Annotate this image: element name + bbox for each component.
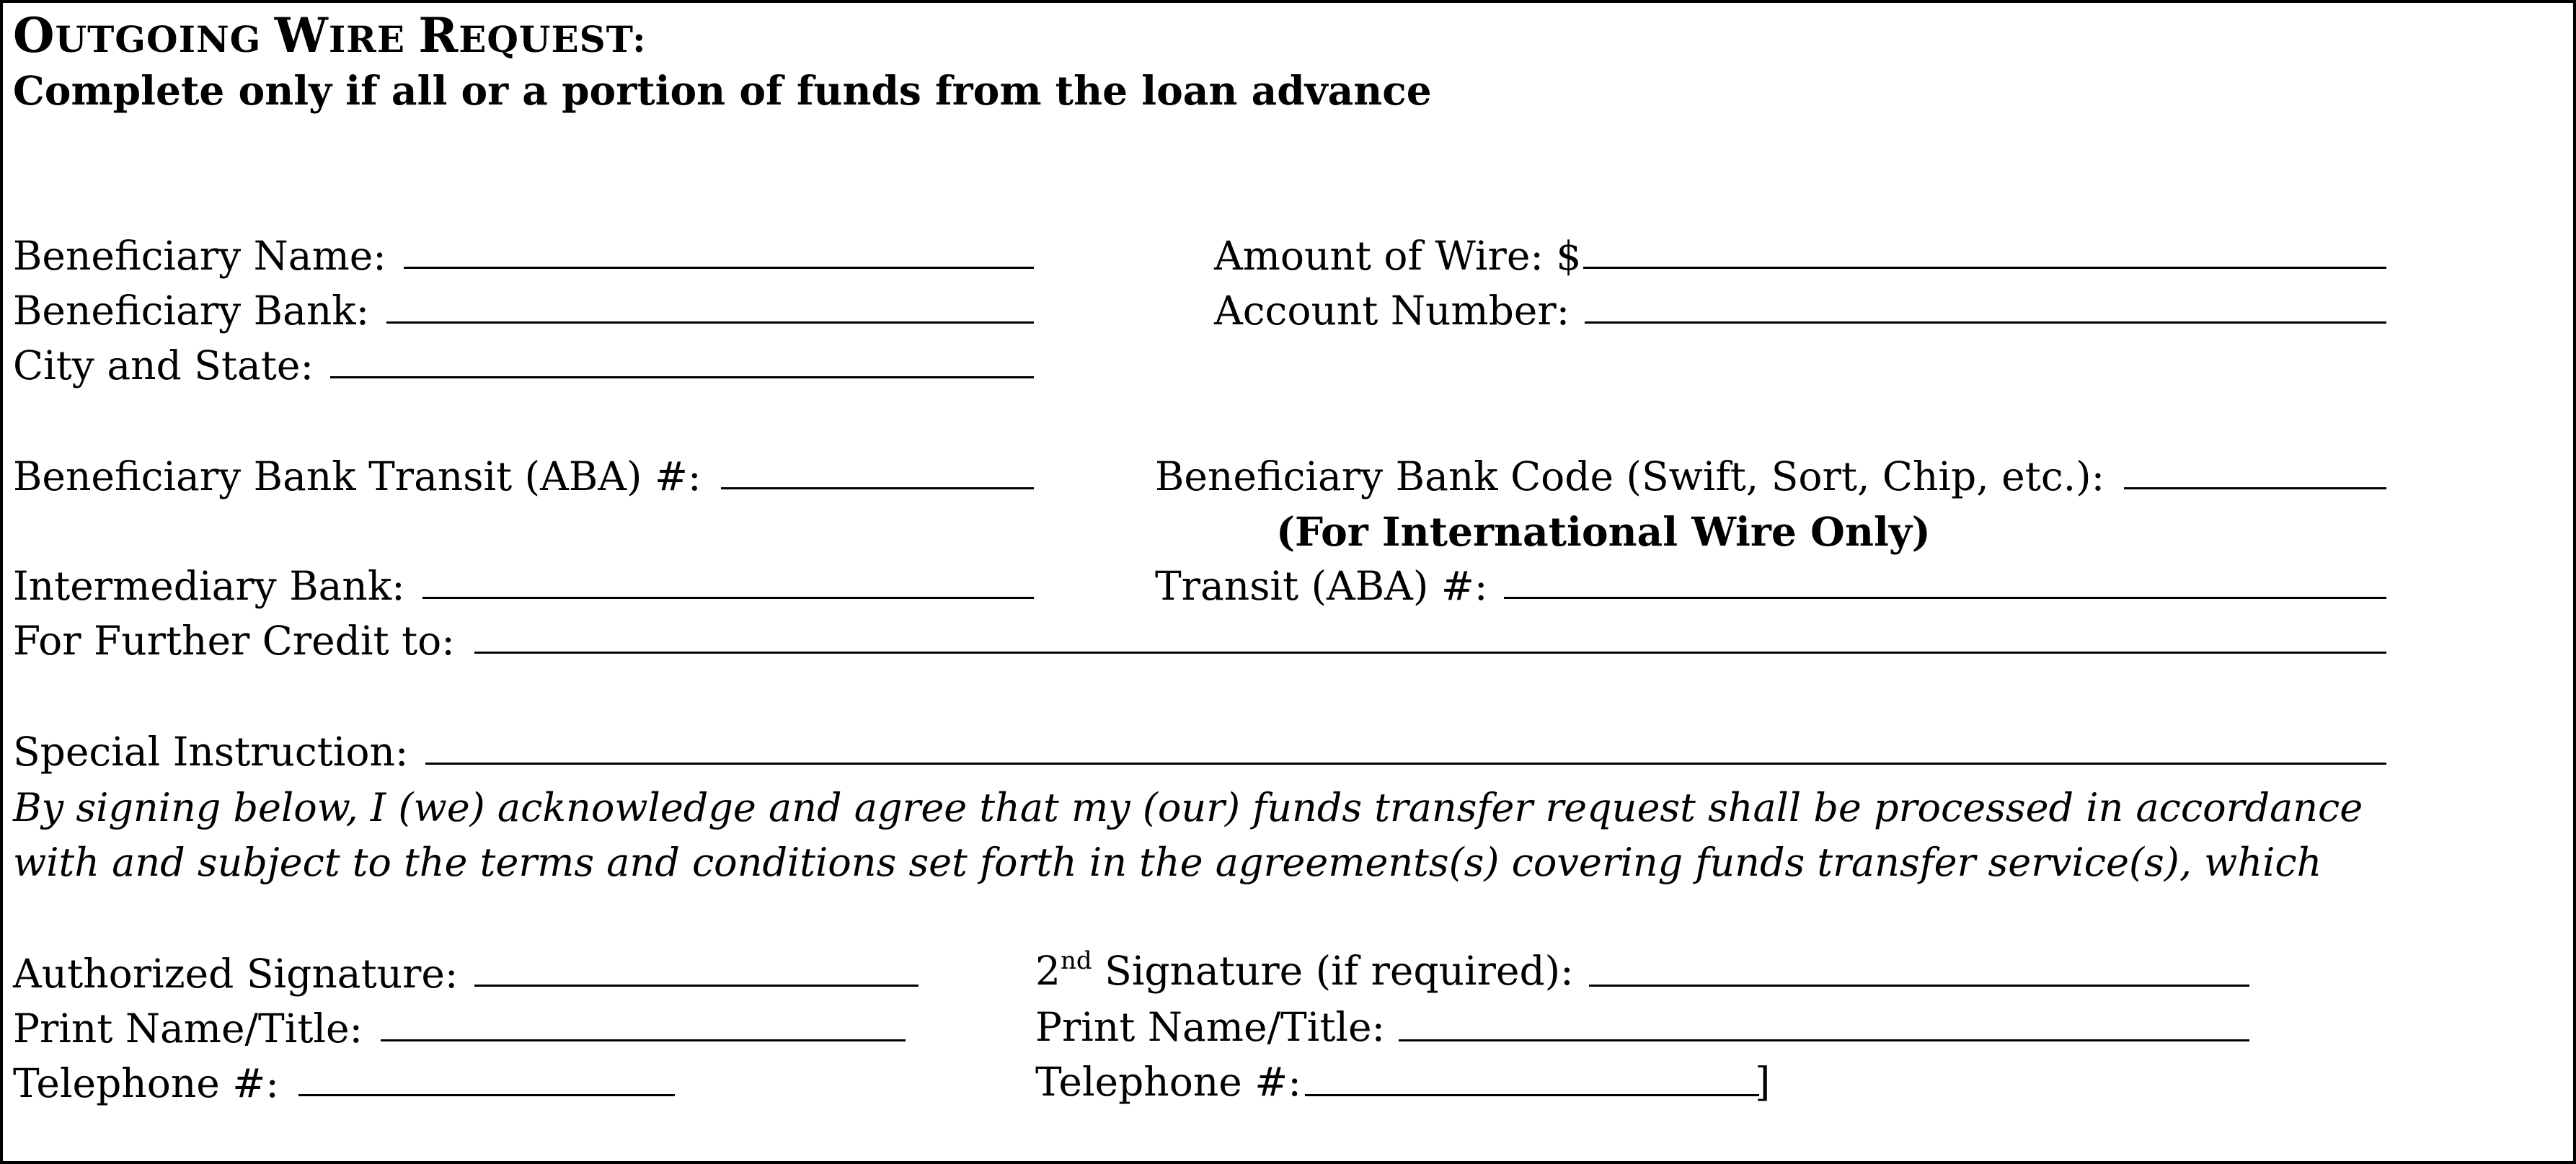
- telephone-left-label: Telephone #:: [13, 1060, 279, 1106]
- bank-code-field[interactable]: [2124, 487, 2386, 489]
- amount-of-wire-field[interactable]: [1583, 267, 2386, 269]
- authorized-signature-field[interactable]: [474, 985, 919, 987]
- telephone-right-field[interactable]: [1305, 1094, 1759, 1096]
- print-name-left-field[interactable]: [381, 1039, 906, 1041]
- city-state-label: City and State:: [13, 342, 314, 388]
- acknowledgement-line-2: with and subject to the terms and conditions set forth in the agreements(s) covering funds transfer service(s), which: [13, 840, 2322, 885]
- amount-of-wire-label: Amount of Wire: $: [1214, 233, 1582, 279]
- further-credit-label: For Further Credit to:: [13, 618, 455, 664]
- city-state-field[interactable]: [330, 376, 1034, 378]
- authorized-signature-label: Authorized Signature:: [13, 951, 459, 997]
- form-title: OUTGOING WIRE REQUEST:: [13, 7, 647, 63]
- intermediary-transit-field[interactable]: [1504, 597, 2386, 599]
- further-credit-field[interactable]: [474, 652, 2386, 654]
- print-name-right-field[interactable]: [1399, 1039, 2249, 1041]
- transit-aba-label: Beneficiary Bank Transit (ABA) #:: [13, 453, 701, 499]
- second-signature-field[interactable]: [1589, 985, 2249, 987]
- beneficiary-bank-label: Beneficiary Bank:: [13, 288, 370, 334]
- form-subtitle: Complete only if all or a portion of funds from the loan advance: [13, 67, 1432, 114]
- print-name-left-label: Print Name/Title:: [13, 1005, 363, 1052]
- transit-aba-field[interactable]: [721, 487, 1034, 489]
- second-signature-label: 2nd Signature (if required):: [1035, 946, 1574, 994]
- telephone-right-label: Telephone #:: [1035, 1059, 1301, 1105]
- account-number-field[interactable]: [1585, 321, 2386, 324]
- print-name-right-label: Print Name/Title:: [1035, 1004, 1386, 1050]
- account-number-label: Account Number:: [1214, 288, 1570, 334]
- closing-bracket: ]: [1755, 1059, 1771, 1105]
- intermediary-bank-label: Intermediary Bank:: [13, 563, 405, 609]
- beneficiary-name-label: Beneficiary Name:: [13, 233, 386, 279]
- bank-code-label: Beneficiary Bank Code (Swift, Sort, Chip, etc.):: [1155, 453, 2105, 499]
- acknowledgement-line-1: By signing below, I (we) acknowledge and agree that my (our) funds transfer request shall be processed in accordance: [13, 785, 2363, 830]
- telephone-left-field[interactable]: [298, 1094, 675, 1096]
- intermediary-bank-field[interactable]: [422, 597, 1034, 599]
- special-instruction-label: Special Instruction:: [13, 729, 409, 775]
- international-wire-note: (For International Wire Only): [1276, 508, 1931, 555]
- beneficiary-name-field[interactable]: [404, 267, 1034, 269]
- beneficiary-bank-field[interactable]: [386, 321, 1034, 324]
- intermediary-transit-label: Transit (ABA) #:: [1155, 563, 1488, 609]
- special-instruction-field[interactable]: [425, 763, 2386, 765]
